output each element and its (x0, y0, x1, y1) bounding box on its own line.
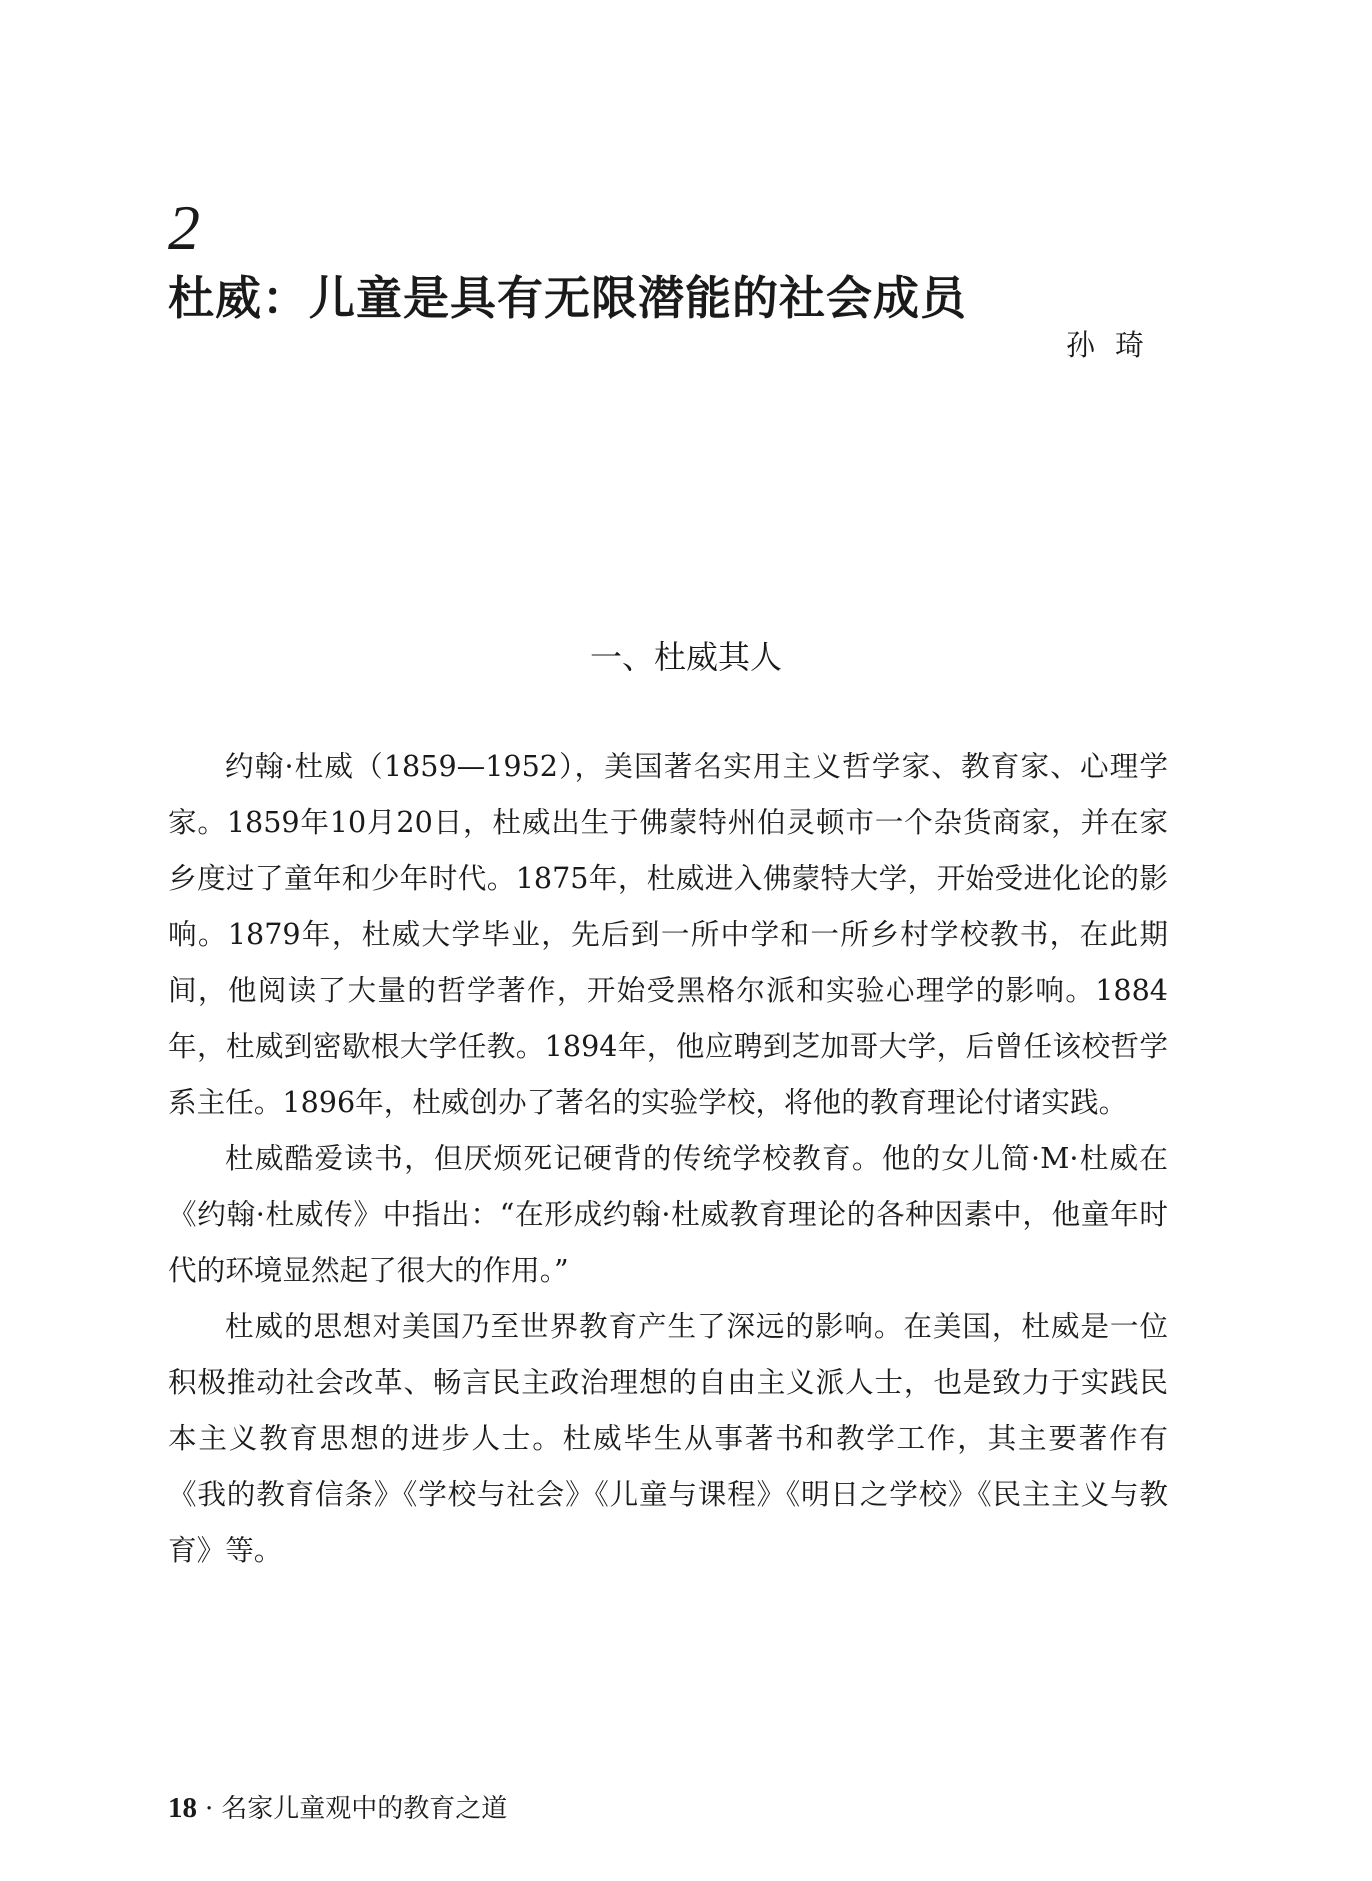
paragraph-reading: 杜威酷爱读书，但厌烦死记硬背的传统学校教育。他的女儿简·M·杜威在《约翰·杜威传》中指出：“在形成约翰·杜威教育理论的各种因素中，他童年时代的环境显然起了很大的作用。” (168, 1141, 1168, 1287)
section-heading: 一、杜威其人 (589, 638, 782, 676)
book-title: 名家儿童观中的教育之道 (221, 1794, 508, 1824)
chapter-author: 孙琦 (1065, 328, 1164, 362)
footer-separator: · (205, 1794, 214, 1824)
chapter-number: 2 (168, 192, 200, 263)
page-footer (168, 1790, 507, 1827)
page-number: 18 (168, 1792, 197, 1824)
chapter-title: 杜威：儿童是具有无限潜能的社会成员 (168, 271, 967, 325)
body-text (168, 738, 1168, 1578)
paragraph-biography: 约翰·杜威（1859—1952），美国著名实用主义哲学家、教育家、心理学家。1859年10月20日，杜威出生于佛蒙特州伯灵顿市一个杂货商家，并在家乡度过了童年和少年时代。1875年，杜威进入佛蒙特大学，开始受进化论的影响。1879年，杜威大学毕业，先后到一所中学和一所乡村学校教书，在此期间，他阅读了大量的哲学著作，开始受黑格尔派和实验心理学的影响。1884年，杜威到密歇根大学任教。1894年，他应聘到芝加哥大学，后曾任该校哲学系主任。1896年，杜威创办了著名的实验学校，将他的教育理论付诸实践。 (168, 749, 1168, 1119)
paragraph-influence: 杜威的思想对美国乃至世界教育产生了深远的影响。在美国，杜威是一位积极推动社会改革、畅言民主政治理想的自由主义派人士，也是致力于实践民本主义教育思想的进步人士。杜威毕生从事著书和教学工作，其主要著作有《我的教育信条》《学校与社会》《儿童与课程》《明日之学校》《民主主义与教育》等。 (168, 1309, 1168, 1567)
